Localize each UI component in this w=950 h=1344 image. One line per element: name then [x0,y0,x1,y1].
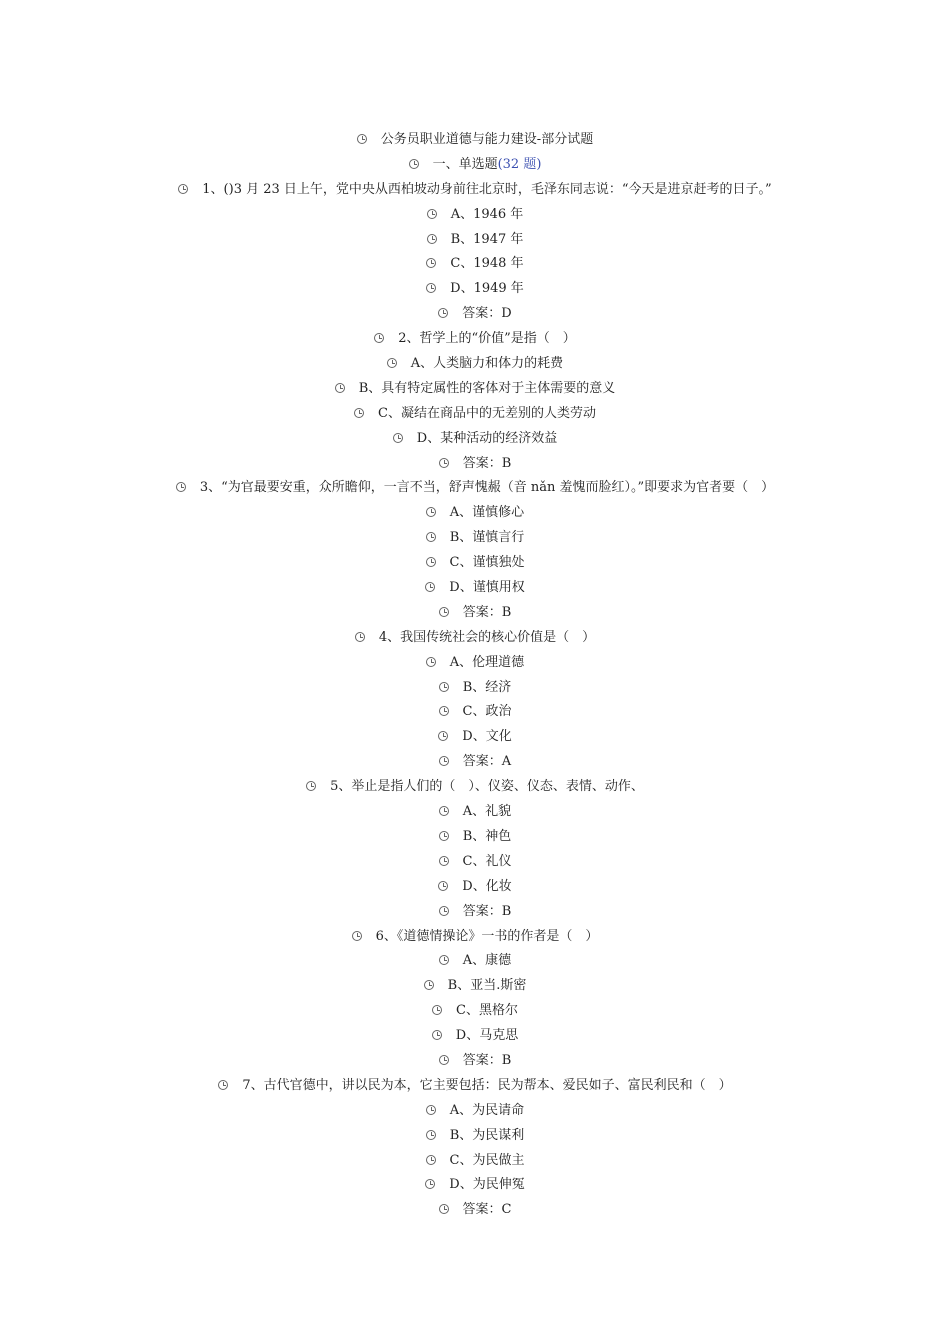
clock-bullet-icon [355,632,365,642]
answer-option-line [0,676,950,701]
clock-bullet-icon [426,507,436,517]
clock-bullet-icon [432,1030,442,1040]
clock-bullet-icon [439,706,449,716]
question-text-line [0,178,950,203]
clock-bullet-icon [426,1130,436,1140]
answer-option: B、亚当.斯密 [447,978,527,994]
answer-key: 答案：D [462,306,512,322]
answer-option-line [0,875,950,900]
question-text-line [0,775,950,800]
clock-bullet-icon [426,532,436,542]
clock-bullet-icon [335,383,345,393]
clock-bullet-icon [176,482,186,492]
clock-bullet-icon [438,731,448,741]
clock-bullet-icon [439,607,449,617]
clock-bullet-icon [387,358,397,368]
answer-option-line [0,1173,950,1198]
clock-bullet-icon [439,1204,449,1214]
clock-bullet-icon [439,906,449,916]
clock-bullet-icon [357,134,367,144]
question-text-line [0,925,950,950]
answer-key: 答案：C [462,1202,512,1218]
answer-option: D、某种活动的经济效益 [416,430,558,446]
answer-option: D、文化 [462,729,512,745]
answer-option: C、礼仪 [462,853,512,869]
answer-option: C、黑格尔 [456,1003,518,1019]
clock-bullet-icon [425,1179,435,1189]
clock-bullet-icon [439,955,449,965]
clock-bullet-icon [438,308,448,318]
answer-option-line [0,277,950,302]
answer-option: D、1949 年 [450,281,524,297]
question-text: 5、举止是指人们的（ ）、仪姿、仪态、表情、动作、 [330,779,644,795]
answer-option-line [0,1024,950,1049]
clock-bullet-icon [306,781,316,791]
clock-bullet-icon [426,1155,436,1165]
answer-key: 答案：A [462,754,512,770]
answer-option: A、1946 年 [450,206,524,222]
question-text: 6、《道德情操论》一书的作者是（ ） [375,928,599,944]
answer-key: 答案：B [462,455,512,471]
answer-option-line [0,999,950,1024]
answer-option-line [0,1149,950,1174]
answer-option-line [0,352,950,377]
answer-option: D、谨慎用权 [449,580,525,596]
answer-option-line [0,800,950,825]
answer-option-line [0,551,950,576]
answer-key-line [0,302,950,327]
answer-option: D、化妆 [462,878,512,894]
section-heading-line [0,153,950,178]
answer-option-line [0,377,950,402]
answer-option-line [0,949,950,974]
answer-option: A、礼貌 [462,804,512,820]
answer-option-line [0,825,950,850]
answer-option: B、为民谋利 [449,1127,525,1143]
clock-bullet-icon [409,159,419,169]
clock-bullet-icon [427,209,437,219]
clock-bullet-icon [393,433,403,443]
clock-bullet-icon [426,657,436,667]
answer-option: A、伦理道德 [449,654,525,670]
answer-key-line [0,750,950,775]
answer-key-line [0,1198,950,1223]
clock-bullet-icon [424,980,434,990]
answer-option-line [0,576,950,601]
clock-bullet-icon [432,1005,442,1015]
question-text: 3、“为官最要安重，众所瞻仰，一言不当，舒声愧赧（音 nǎn 羞愧而脸红）。”即要求为官者要（ ） [199,480,775,496]
question-text-line [0,1074,950,1099]
answer-option-line [0,526,950,551]
clock-bullet-icon [374,333,384,343]
clock-bullet-icon [425,582,435,592]
doc-title-line [0,128,950,153]
answer-key: 答案：B [462,604,512,620]
answer-key-line [0,601,950,626]
answer-option-line [0,725,950,750]
answer-option: D、马克思 [455,1028,519,1044]
answer-option: C、谨慎独处 [449,555,525,571]
answer-key: 答案：B [462,903,512,919]
clock-bullet-icon [354,408,364,418]
answer-option-line [0,974,950,999]
clock-bullet-icon [438,881,448,891]
answer-option-line [0,203,950,228]
answer-option: C、凝结在商品中的无差别的人类劳动 [378,405,596,421]
answer-option-line [0,501,950,526]
clock-bullet-icon [178,184,188,194]
answer-option: B、经济 [462,679,512,695]
section-count: (32 题) [497,156,542,172]
document-page [0,128,950,1223]
clock-bullet-icon [439,682,449,692]
answer-option: C、政治 [462,704,512,720]
answer-option-line [0,402,950,427]
clock-bullet-icon [427,234,437,244]
answer-option-line [0,228,950,253]
answer-option: C、1948 年 [450,256,524,272]
clock-bullet-icon [426,557,436,567]
clock-bullet-icon [439,806,449,816]
doc-title: 公务员职业道德与能力建设-部分试题 [380,132,594,147]
answer-option: B、1947 年 [450,231,524,247]
question-text: 7、古代官德中，讲以民为本，它主要包括：民为帮本、爱民如子、富民利民和（ ） [242,1077,732,1093]
answer-option: A、谨慎修心 [449,505,525,521]
answer-option-line [0,1099,950,1124]
question-text: 1、()3 月 23 日上午，党中央从西柏坡动身前往北京时，毛泽东同志说：“今天是进京赶考的日子。” [202,181,772,197]
question-text: 4、我国传统社会的核心价值是（ ） [378,629,596,645]
clock-bullet-icon [352,931,362,941]
question-text-line [0,626,950,651]
clock-bullet-icon [218,1080,228,1090]
clock-bullet-icon [439,856,449,866]
clock-bullet-icon [439,831,449,841]
answer-option: A、为民请命 [449,1102,525,1118]
clock-bullet-icon [426,283,436,293]
clock-bullet-icon [439,756,449,766]
answer-option-line [0,427,950,452]
question-text: 2、哲学上的“价值”是指（ ） [398,331,576,347]
answer-option-line [0,1124,950,1149]
answer-option-line [0,651,950,676]
answer-option: A、康德 [462,953,512,969]
clock-bullet-icon [439,458,449,468]
answer-key: 答案：B [462,1052,512,1068]
answer-key-line [0,900,950,925]
question-text-line [0,327,950,352]
answer-key-line [0,452,950,477]
clock-bullet-icon [439,1055,449,1065]
answer-option-line [0,700,950,725]
section-heading: 一、单选题 [432,156,498,172]
question-text-line [0,476,950,501]
answer-option: B、神色 [462,828,512,844]
question-list [0,178,950,1223]
answer-option-line [0,850,950,875]
answer-option: B、谨慎言行 [449,530,525,546]
clock-bullet-icon [426,1105,436,1115]
answer-option: A、人类脑力和体力的耗费 [410,356,564,372]
answer-option: B、具有特定属性的客体对于主体需要的意义 [358,380,616,396]
answer-option-line [0,252,950,277]
answer-option: C、为民做主 [449,1152,525,1168]
answer-key-line [0,1049,950,1074]
answer-option: D、为民伸冤 [449,1177,525,1193]
clock-bullet-icon [426,258,436,268]
